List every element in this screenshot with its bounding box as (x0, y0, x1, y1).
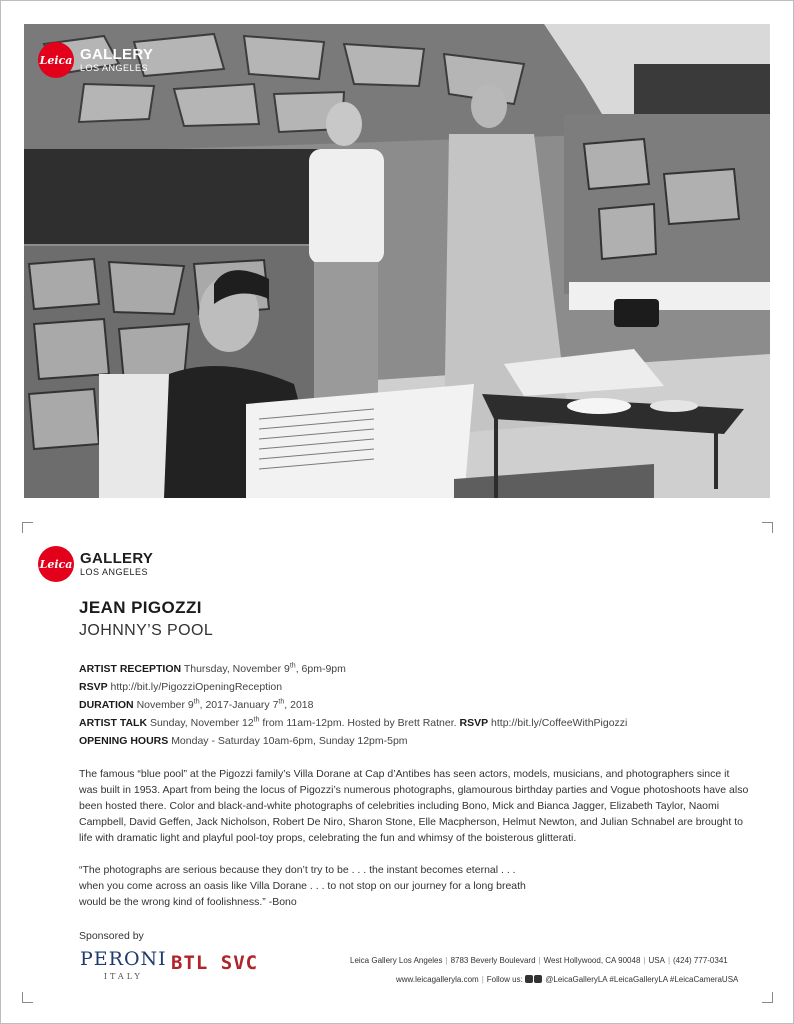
duration-line (79, 696, 759, 714)
exhibition-description: The famous “blue pool” at the Pigozzi family’s Villa Dorane at Cap d’Antibes has seen actors, models, musicians, and photographers since it was built in 1953. Apart from being the locus of Pigozzi’s numerous photographs, glamourous birthday parties and Vogue photoshoots have also been hosted there. Color and black-and-white photographs of celebrities including Bono, Mick and Bianca Jagger, Elizabeth Taylor, Naomi Campbell, David Geffen, Jack Nicholson, Robert De Niro, Sharon Stone, Elle Macpherson, Helmut Newton, and Julian Schnabel are brought to life with dramatic light and playful pool-toy props, celebrating the fun and whimsy of the boisterous glitterati. (79, 768, 749, 844)
separator: | (445, 956, 448, 965)
footer-social: @LeicaGalleryLA #LeicaGalleryLA #LeicaCameraUSA (545, 975, 739, 984)
duration-mid: , 2017-January 7 (199, 699, 279, 711)
artist-talk-line (79, 714, 759, 732)
leica-badge: Leica (38, 42, 74, 78)
hours-label: OPENING HOURS (79, 735, 169, 747)
duration-label: DURATION (79, 699, 134, 711)
separator: | (667, 956, 671, 965)
peroni-logo (80, 950, 167, 981)
quote-line-2: when you come across an oasis like Villa Dorane . . . to not stop on our journey for a long breath (79, 880, 526, 892)
bono-quote (79, 862, 749, 910)
duration-end-sup: th (278, 698, 285, 706)
hours-text: Monday - Saturday 10am-6pm, Sunday 12pm-5pm (171, 735, 408, 747)
duration-start: November 9 (136, 699, 194, 711)
reception-time: , 6pm-9pm (295, 663, 346, 675)
crop-mark-bottom-left (22, 992, 33, 1003)
footer-country: USA (648, 956, 665, 965)
footer-web (396, 975, 738, 984)
talk-label: ARTIST TALK (79, 717, 148, 729)
talk-rsvp-label: RSVP (459, 717, 489, 729)
facebook-icon[interactable] (534, 975, 542, 983)
photo-logo (38, 42, 153, 78)
rsvp-label: RSVP (79, 681, 108, 693)
crop-mark-top-left (22, 522, 33, 533)
logo-gallery-text: GALLERY (80, 46, 154, 63)
logo-gallery-text: GALLERY (80, 550, 154, 567)
crop-mark-top-right (762, 522, 773, 533)
footer-follow: Follow us: (486, 975, 523, 984)
reception-line (79, 660, 759, 678)
photo-illustration (24, 24, 770, 498)
footer-name: Leica Gallery Los Angeles (350, 956, 443, 965)
sponsored-label: Sponsored by (79, 930, 144, 942)
quote-line-1: “The photographs are serious because they don’t try to be . . . the instant becomes eternal . . . (79, 864, 516, 876)
reception-sup: th (289, 662, 296, 670)
logo-location-text: LOS ANGELES (80, 63, 149, 73)
separator: | (481, 975, 484, 984)
footer-address (350, 956, 728, 965)
exhibition-title: JOHNNY’S POOL (79, 622, 214, 639)
logo-location-text: LOS ANGELES (80, 567, 149, 577)
event-details (79, 660, 759, 750)
duration-start-sup: th (193, 698, 200, 706)
exhibition-photo (24, 24, 770, 498)
reception-label: ARTIST RECEPTION (79, 663, 182, 675)
talk-sup: th (253, 716, 260, 724)
peroni-sub: ITALY (103, 972, 143, 981)
gallery-logo (38, 546, 153, 582)
peroni-name: PERONI (80, 948, 167, 970)
leica-badge: Leica (38, 546, 74, 582)
duration-end: , 2018 (284, 699, 314, 711)
btl-svc-logo: BTL SVC (171, 952, 259, 974)
artist-name: JEAN PIGOZZI (79, 598, 202, 617)
separator: | (643, 956, 646, 965)
rsvp-line (79, 678, 759, 696)
instagram-icon[interactable] (525, 975, 533, 983)
separator: | (538, 956, 541, 965)
talk-text: from 11am-12pm. Hosted by Brett Ratner. (259, 717, 457, 729)
talk-rsvp-link[interactable]: http://bit.ly/CoffeeWithPigozzi (491, 717, 628, 729)
footer-city: West Hollywood, CA 90048 (543, 956, 641, 965)
footer-phone: (424) 777-0341 (673, 956, 728, 965)
talk-date: Sunday, November 12 (149, 717, 254, 729)
footer-website[interactable]: www.leicagalleryla.com (396, 975, 479, 984)
opening-hours-line (79, 732, 759, 750)
reception-date: Thursday, November 9 (183, 663, 290, 675)
crop-mark-bottom-right (762, 992, 773, 1003)
quote-line-3: would be the wrong kind of foolishness.” -Bono (79, 896, 297, 908)
rsvp-link[interactable]: http://bit.ly/PigozziOpeningReception (110, 681, 283, 693)
footer-street: 8783 Beverly Boulevard (450, 956, 536, 965)
